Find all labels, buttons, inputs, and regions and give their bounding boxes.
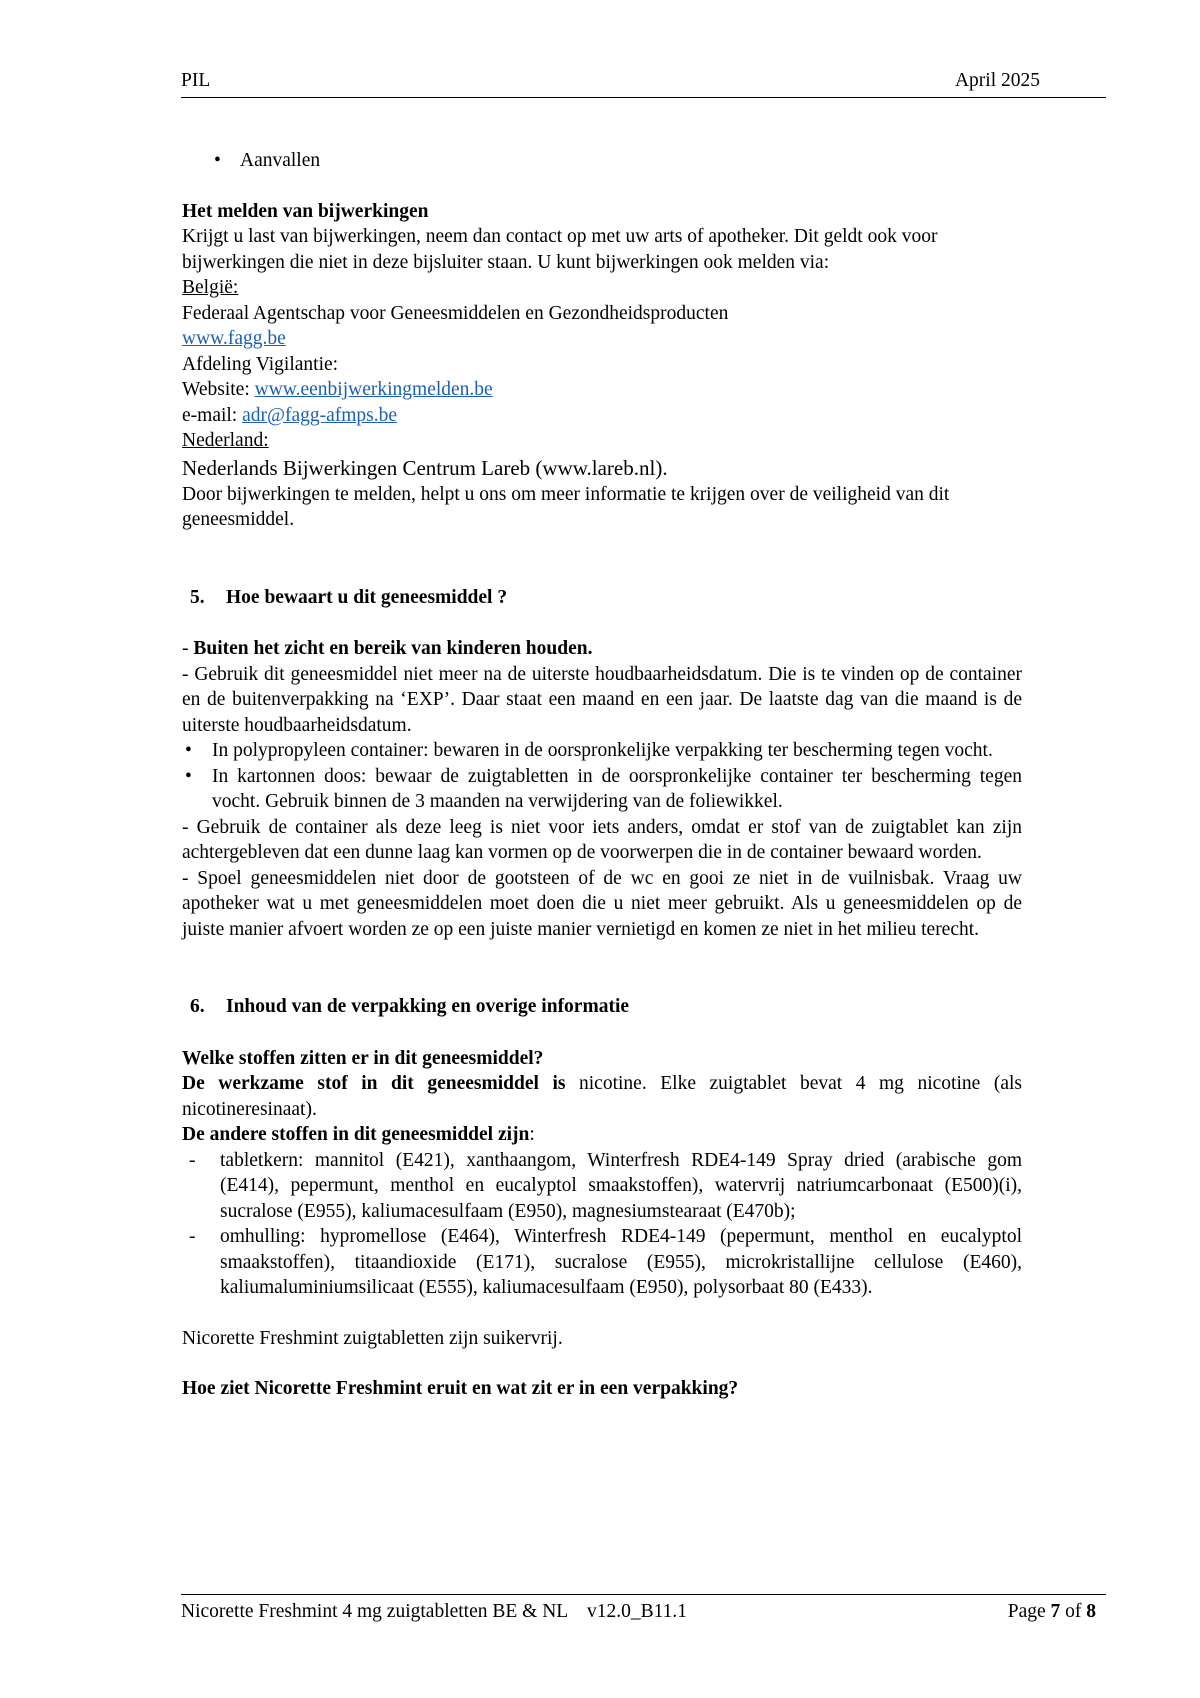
other-substances-label bbox=[182, 1122, 1022, 1148]
list-item: • Aanvallen bbox=[212, 148, 1022, 174]
section-number: 6. bbox=[190, 996, 205, 1017]
of-word: of bbox=[1060, 1601, 1087, 1622]
storage-bold: Buiten het zicht en bereik van kinderen houden. bbox=[193, 638, 593, 659]
ingredients-question: Welke stoffen zitten er in dit geneesmiddel? bbox=[182, 1047, 544, 1069]
document-body bbox=[182, 148, 1022, 1402]
list-item: • In kartonnen doos: bewaar de zuigtabletten in de oorspronkelijke container ter bescherming tegen vocht. Gebruik binnen de 3 maanden na verwijdering van de foliewikkel. bbox=[182, 764, 1022, 815]
belgium-agency: Federaal Agentschap voor Geneesmiddelen en Gezondheidsproducten bbox=[182, 302, 729, 324]
active-rest: nicotine. Elke zuigtablet bevat 4 mg nicotine (als nicotineresinaat). bbox=[182, 1073, 1022, 1120]
colon: : bbox=[529, 1124, 535, 1145]
fagg-link[interactable]: www.fagg.be bbox=[182, 328, 286, 349]
active-bold: De werkzame stof in dit geneesmiddel is bbox=[182, 1073, 566, 1094]
footer-title: Nicorette Freshmint 4 mg zuigtabletten BE & NL v12.0_B11.1 bbox=[181, 1601, 688, 1622]
netherlands-agency: Nederlands Bijwerkingen Centrum Lareb (www.lareb.nl). bbox=[182, 455, 668, 480]
section-6-heading bbox=[182, 994, 1022, 1020]
report-heading: Het melden van bijwerkingen bbox=[182, 200, 429, 222]
header-date: April 2025 bbox=[954, 70, 1040, 91]
page-header bbox=[181, 70, 1106, 98]
page-number bbox=[1008, 1601, 1096, 1623]
vigilance-dept: Afdeling Vigilantie: bbox=[182, 353, 339, 375]
active-substance bbox=[182, 1071, 1022, 1122]
list-item: • In polypropyleen container: bewaren in de oorspronkelijke verpakking ter bescherming tegen vocht. bbox=[182, 738, 1022, 764]
email-label: e-mail: bbox=[182, 404, 243, 426]
header-left: PIL bbox=[181, 70, 211, 91]
section-5-heading bbox=[182, 585, 1022, 611]
sugar-free-note: Nicorette Freshmint zuigtabletten zijn suikervrij. bbox=[182, 1327, 563, 1349]
website-label: Website: bbox=[182, 379, 255, 400]
total-pages: 8 bbox=[1086, 1601, 1096, 1622]
storage-line-1 bbox=[182, 636, 1022, 662]
storage-line-4: - Spoel geneesmiddelen niet door de gootsteen of de wc en gooi ze niet in de vuilnisbak. Vraag uw apotheker wat u met geneesmiddelen moet doen die u niet meer gebruikt. Als u geneesmiddelen op de juiste manier afvoert worden ze op een juiste manier vernietigd en komen ze niet in het milieu terecht. bbox=[182, 867, 1022, 940]
current-page: 7 bbox=[1050, 1601, 1061, 1622]
email-line bbox=[182, 403, 1022, 429]
section-title: Hoe bewaart u dit geneesmiddel ? bbox=[226, 586, 508, 608]
storage-line-2: - Gebruik dit geneesmiddel niet meer na de uiterste houdbaarheidsdatum. Die is te vinden op de container en de buitenverpakking na ‘EXP’. Daar staat een maand en een jaar. De laatste dag van die maand is de uiterste houdbaarheidsdatum. bbox=[182, 663, 1022, 736]
report-closing: Door bijwerkingen te melden, helpt u ons om meer informatie te krijgen over de veiligheid van dit geneesmiddel. bbox=[182, 483, 950, 530]
section-title: Inhoud van de verpakking en overige informatie bbox=[226, 996, 630, 1017]
list-item: - omhulling: hypromellose (E464), Winterfresh RDE4-149 (pepermunt, menthol en eucalyptol smaakstoffen), titaandioxide (E171), sucralose (E955), microkristallijne cellulose (E460), kaliumaluminiumsilicaat (E555), kaliumacesulfaam (E950), polysorbaat 80 (E433). bbox=[182, 1224, 1022, 1301]
appearance-question: Hoe ziet Nicorette Freshmint eruit en wat zit er in een verpakking? bbox=[182, 1378, 739, 1399]
dash-prefix: - bbox=[182, 638, 194, 659]
report-intro: Krijgt u last van bijwerkingen, neem dan contact op met uw arts of apotheker. Dit geldt ook voor bijwerkingen die niet in deze bijsluiter staan. U kunt bijwerkingen ook melden via: bbox=[182, 226, 938, 273]
page-word: Page bbox=[1007, 1601, 1051, 1622]
email-link[interactable]: adr@fagg-afmps.be bbox=[242, 404, 398, 426]
page-footer bbox=[181, 1594, 1106, 1629]
netherlands-label: Nederland: bbox=[182, 430, 269, 451]
website-line bbox=[182, 377, 1022, 403]
belgium-label: België: bbox=[182, 277, 239, 298]
other-bold: De andere stoffen in dit geneesmiddel zijn bbox=[182, 1124, 530, 1145]
section-number: 5. bbox=[190, 586, 205, 608]
website-link[interactable]: www.eenbijwerkingmelden.be bbox=[254, 379, 493, 400]
list-item: - tabletkern: mannitol (E421), xanthaangom, Winterfresh RDE4-149 Spray dried (arabische gom (E414), pepermunt, menthol en eucalyptol smaakstoffen), watervrij natriumcarbonaat (E500)(i), sucralose (E955), kaliumacesulfaam (E950), magnesiumstearaat (E470b); bbox=[182, 1148, 1022, 1225]
storage-line-3: - Gebruik de container als deze leeg is niet voor iets anders, omdat er stof van de zuigtablet kan zijn achtergebleven dat een dunne laag kan vormen op de voorwerpen die in de container bewaard worden. bbox=[182, 816, 1022, 863]
